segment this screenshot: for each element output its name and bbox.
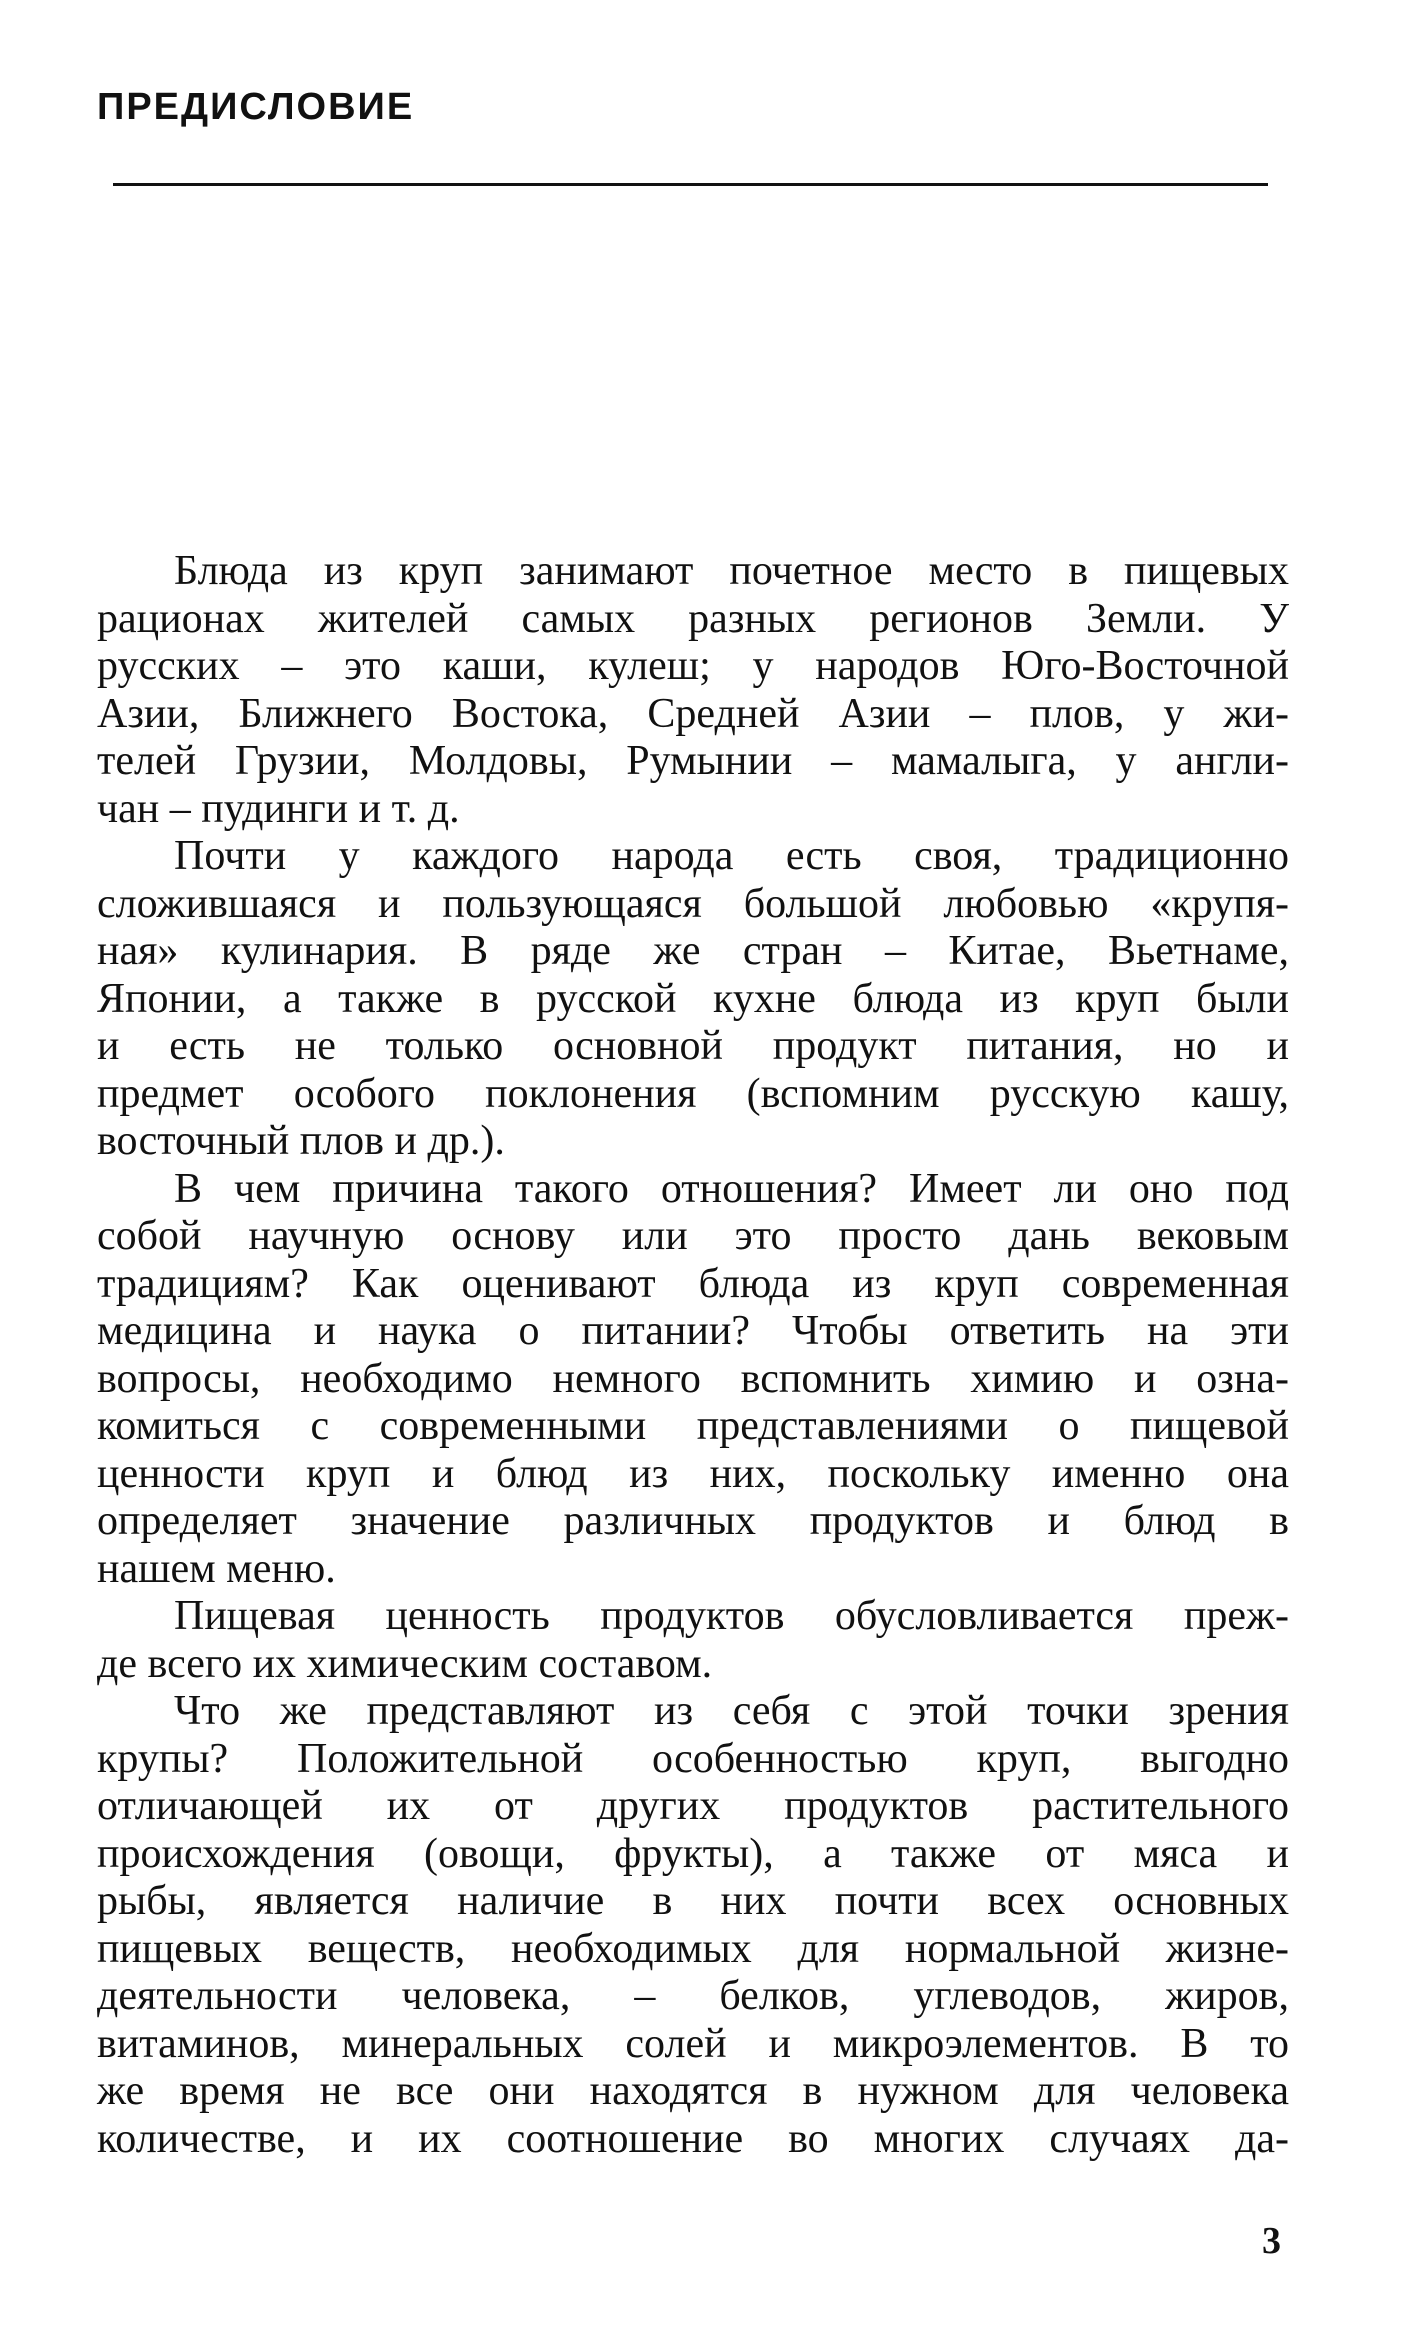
text-line: Японии, а также в русской кухне блюда из круп были — [97, 975, 1289, 1022]
paragraph-2 — [97, 833, 1289, 1166]
text-line: происхождения (овощи, фрукты), а также от мяса и — [97, 1830, 1289, 1877]
page-number: 3 — [1262, 2220, 1281, 2262]
body-text — [97, 548, 1289, 2163]
text-line: определяет значение различных продуктов и блюд в — [97, 1498, 1289, 1544]
paragraph-3 — [97, 1166, 1289, 1594]
text-line: ная» кулинария. В ряде же стран – Китае, Вьетнаме, — [97, 928, 1289, 974]
text-line: Пищевая ценность продуктов обусловливается преж- — [174, 1593, 1289, 1639]
text-line: Азии, Ближнего Востока, Средней Азии – плов, у жи- — [97, 690, 1289, 737]
text-line: предмет особого поклонения (вспомним русскую кашу, — [97, 1070, 1289, 1117]
text-line: восточный плов и др.). — [97, 1118, 505, 1164]
text-line: витаминов, минеральных солей и микроэлементов. В то — [97, 2020, 1289, 2067]
text-line: сложившаяся и пользующаяся большой любовью «крупя- — [97, 880, 1289, 927]
text-line: собой научную основу или это просто дань вековым — [97, 1213, 1289, 1259]
text-line: нашем меню. — [97, 1545, 336, 1592]
text-line: Блюда из круп занимают почетное место в пищевых — [174, 548, 1289, 594]
text-line: количестве, и их соотношение во многих случаях да- — [97, 2115, 1289, 2162]
text-line: отличающей их от других продуктов растительного — [97, 1783, 1289, 1829]
text-line: медицина и наука о питании? Чтобы ответить на эти — [97, 1308, 1289, 1354]
text-line: же время не все они находятся в нужном для человека — [97, 2068, 1289, 2114]
paragraph-1 — [97, 548, 1289, 833]
heading-divider — [113, 183, 1268, 186]
text-line: и есть не только основной продукт питания, но и — [97, 1023, 1289, 1069]
text-line: традициям? Как оценивают блюда из круп современная — [97, 1260, 1289, 1307]
text-line: пищевых веществ, необходимых для нормальной жизне- — [97, 1925, 1289, 1972]
text-line: де всего их химическим составом. — [97, 1640, 713, 1687]
text-line: вопросы, необходимо немного вспомнить химию и озна- — [97, 1355, 1289, 1402]
text-line: деятельности человека, – белков, углеводов, жиров, — [97, 1973, 1289, 2019]
text-line: рационах жителей самых разных регионов Земли. У — [97, 595, 1289, 642]
text-line: телей Грузии, Молдовы, Румынии – мамалыга, у англи- — [97, 738, 1289, 784]
text-line: рыбы, является наличие в них почти всех основных — [97, 1878, 1289, 1924]
paragraph-5 — [97, 1688, 1289, 2163]
text-line: ценности круп и блюд из них, поскольку именно она — [97, 1450, 1289, 1497]
text-line: Почти у каждого народа есть своя, традиционно — [174, 833, 1289, 879]
paragraph-4 — [97, 1593, 1289, 1688]
text-line: комиться с современными представлениями о пищевой — [97, 1403, 1289, 1449]
page-title: ПРЕДИСЛОВИЕ — [97, 86, 415, 128]
text-line: В чем причина такого отношения? Имеет ли оно под — [174, 1165, 1289, 1212]
text-line: крупы? Положительной особенностью круп, выгодно — [97, 1735, 1289, 1782]
text-line: русских – это каши, кулеш; у народов Юго-Восточной — [97, 643, 1289, 689]
text-line: чан – пудинги и т. д. — [97, 785, 460, 832]
text-line: Что же представляют из себя с этой точки зрения — [174, 1688, 1289, 1734]
